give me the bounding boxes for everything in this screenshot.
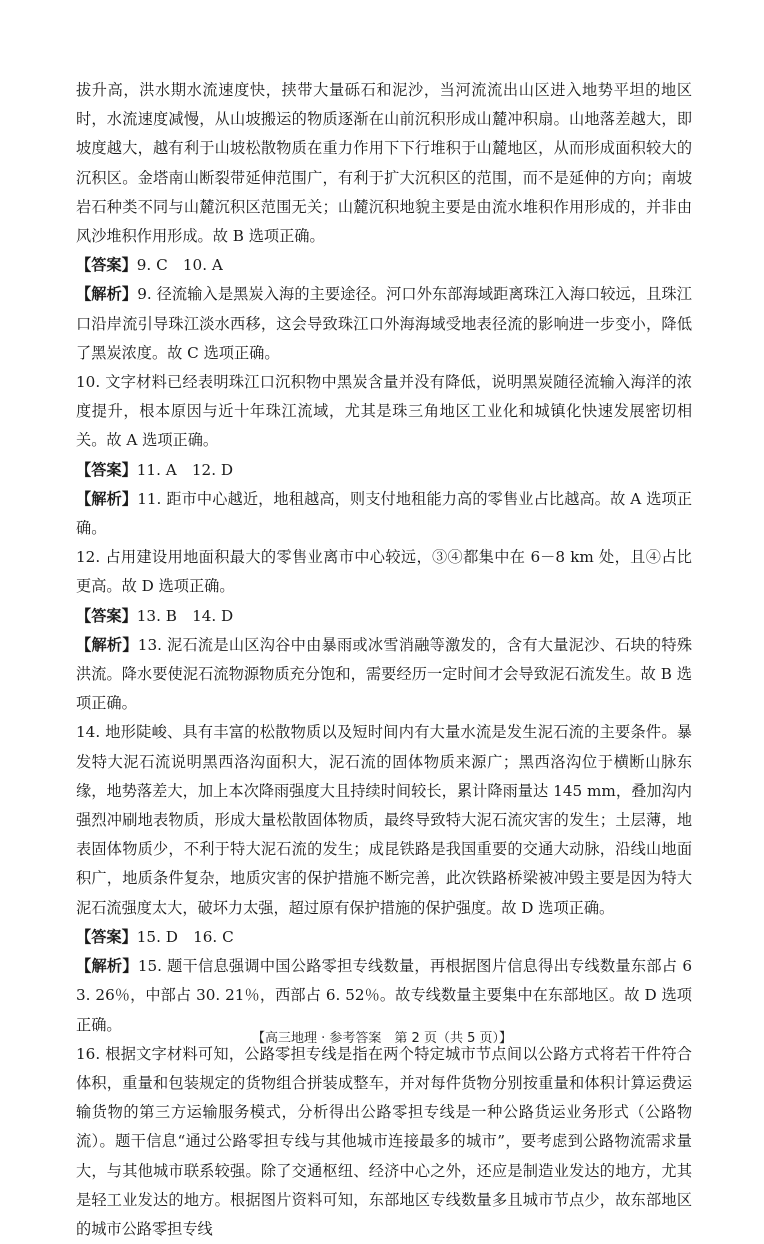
paragraph-p1: [76, 76, 692, 251]
paragraph-text: 拔升高，洪水期水流速度快，挟带大量砾石和泥沙，当河流流出山区进入地势平坦的地区时，水流速度减慢，从山坡搬运的物质逐渐在山前沉积形成山麓冲积扇。山地落差越大，即坡度越大，越有利于山坡松散物质在重力作用下下行堆积于山麓地区，从而形成面积较大的沉积区。金塔南山断裂带延伸范围广，有利于扩大沉积区的范围，而不是延伸的方向；南坡岩石种类不同与山麓沉积区范围无关；山麓沉积地貌主要是由流水堆积作用形成的，并非由风沙堆积作用形成。故 B 选项正确。: [76, 81, 692, 246]
analysis-label: 【解析】: [76, 957, 138, 976]
analysis-label: 【解析】: [76, 285, 138, 304]
analysis-text: 10. 文字材料已经表明珠江口沉积物中黑炭含量并没有降低，说明黑炭随径流输入海洋的浓度提升，根本原因与近十年珠江流域，尤其是珠三角地区工业化和城镇化快速发展密切相关。故 A 选项正确。: [76, 373, 692, 450]
analysis-text: 14. 地形陡峻、具有丰富的松散物质以及短时间内有大量水流是发生泥石流的主要条件。暴发特大泥石流说明黑西洛沟面积大，泥石流的固体物质来源广；黑西洛沟位于横断山脉东缘，地势落差大，加上本次降雨强度大且持续时间较长，累计降雨量达 145 mm，叠加沟内强烈冲刷地表物质，形成大量松散固体物质，最终导致特大泥石流灾害的发生；土层薄，地表固体物质少，不利于特大泥石流的发生；成昆铁路是我国重要的交通大动脉，沿线山地面积广，地质条件复杂，地质灾害的保护措施不断完善，此次铁路桥梁被冲毁主要是因为特大泥石流强度太大，破坏力太强，超过原有保护措施的保护强度。故 D 选项正确。: [76, 723, 692, 917]
analysis-12: [76, 543, 692, 601]
answer-content: [76, 76, 692, 1244]
answer-text: 9. C 10. A: [136, 256, 223, 275]
answer-text: 11. A 12. D: [136, 460, 234, 479]
answer-line-11-12: [76, 456, 692, 485]
answer-line-9-10: [76, 251, 692, 280]
analysis-14: [76, 718, 692, 922]
answer-text: 15. D 16. C: [136, 927, 234, 946]
analysis-label: 【解析】: [76, 635, 138, 654]
answer-label: 【答案】: [76, 460, 137, 479]
page-footer: 【高三地理 · 参考答案 第 2 页（共 5 页）】: [252, 1031, 512, 1046]
analysis-10: [76, 368, 692, 456]
analysis-13: [76, 631, 692, 719]
analysis-text: 13. 泥石流是山区沟谷中由暴雨或冰雪消融等激发的，含有大量泥沙、石块的特殊洪流。降水要使泥石流物源物质充分饱和，需要经历一定时间才会导致泥石流发生。故 B 选项正确。: [76, 635, 693, 713]
analysis-11: [76, 485, 692, 543]
analysis-text: 15. 题干信息强调中国公路零担专线数量，再根据图片信息得出专线数量东部占 63. 26％，中部占 30. 21％，西部占 6. 52％。故专线数量主要集中在东部地区。故 D 选项正确。: [76, 957, 692, 1034]
analysis-text: 12. 占用建设用地面积最大的零售业离市中心较远，③④都集中在 6－8 km 处，且④占比更高。故 D 选项正确。: [76, 548, 692, 596]
analysis-9: [76, 280, 692, 368]
analysis-text: 11. 距市中心越近，地租越高，则支付地租能力高的零售业占比越高。故 A 选项正确。: [76, 489, 693, 538]
answer-label: 【答案】: [76, 927, 137, 946]
analysis-text: 16. 根据文字材料可知，公路零担专线是指在两个特定城市节点间以公路方式将若干件符合体积，重量和包装规定的货物组合拼装成整车，并对每件货物分别按重量和体积计算运费运输货物的第三方运输服务模式，分析得出公路零担专线是一种公路货运业务形式（公路物流）。题干信息“通过公路零担专线与其他城市连接最多的城市”，要考虑到公路物流需求量大，与其他城市联系较强。除了交通枢纽、经济中心之外，还应是制造业发达的地方，尤其是轻工业发达的地方。根据图片资料可知，东部地区专线数量多且城市节点少，故东部地区的城市公路零担专线: [76, 1044, 692, 1238]
answer-text: 13. B 14. D: [136, 606, 234, 625]
answer-line-13-14: [76, 602, 692, 631]
answer-label: 【答案】: [76, 606, 137, 625]
answer-label: 【答案】: [76, 256, 137, 275]
analysis-16: [76, 1040, 692, 1244]
analysis-text: 9. 径流输入是黑炭入海的主要途径。河口外东部海域距离珠江入海口较远，且珠江口沿岸流引导珠江淡水西移，这会导致珠江口外海海域受地表径流的影响进一步变小，降低了黑炭浓度。故 C 选项正确。: [76, 285, 692, 362]
answer-line-15-16: [76, 923, 692, 952]
analysis-label: 【解析】: [76, 489, 138, 508]
